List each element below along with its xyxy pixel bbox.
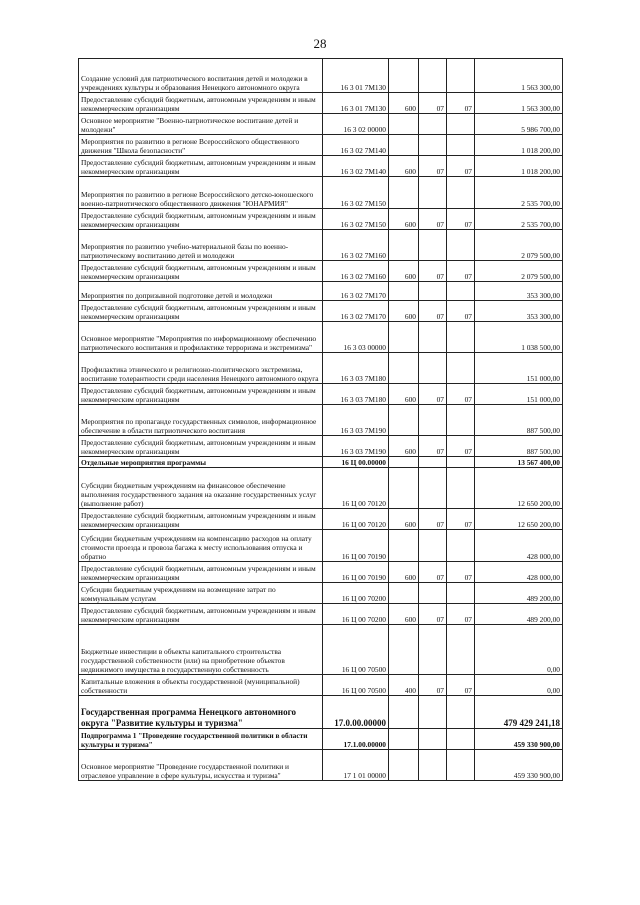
row-name-cell: Мероприятия по допризывной подготовке детей и молодежи — [79, 282, 323, 301]
row-vr-cell — [389, 114, 419, 135]
row-name-cell: Мероприятия по пропаганде государственных символов, информационное обеспечение в области патриотического воспитания — [79, 405, 323, 436]
row-name-cell: Субсидии бюджетным учреждениям на компенсацию расходов на оплату стоимости проезда и провоза багажа к месту использования отпуска и обратно — [79, 530, 323, 562]
row-amount-cell: 1 563 300,00 — [475, 93, 563, 114]
row-amount-cell: 1 038 500,00 — [475, 322, 563, 353]
row-name-cell: Подпрограмма 1 "Проведение государственной политики в области культуры и туризма" — [79, 729, 323, 750]
table-row — [79, 59, 563, 93]
row-amount-cell: 428 000,00 — [475, 530, 563, 562]
row-name-cell: Субсидии бюджетным учреждениям на возмещение затрат по коммунальным услугам — [79, 583, 323, 604]
row-name-cell: Предоставление субсидий бюджетным, автономным учреждениям и иным некоммерческим организациям — [79, 93, 323, 114]
row-pr-cell: 07 — [447, 209, 475, 230]
row-code-cell: 16 3 03 7М180 — [323, 384, 389, 405]
table-row — [79, 209, 563, 230]
row-amount-cell: 459 330 900,00 — [475, 729, 563, 750]
row-pr-cell — [447, 353, 475, 384]
row-rz-cell — [419, 457, 447, 468]
row-pr-cell: 07 — [447, 384, 475, 405]
row-code-cell: 16 Ц 00 70500 — [323, 625, 389, 675]
row-vr-cell — [389, 230, 419, 261]
row-rz-cell — [419, 729, 447, 750]
table-row — [79, 583, 563, 604]
table-row — [79, 353, 563, 384]
row-code-cell: 16 3 03 7М180 — [323, 353, 389, 384]
row-name-cell: Предоставление субсидий бюджетным, автономным учреждениям и иным некоммерческим организациям — [79, 562, 323, 583]
row-code-cell: 16 3 02 00000 — [323, 114, 389, 135]
row-name-cell: Предоставление субсидий бюджетным, автономным учреждениям и иным некоммерческим организациям — [79, 209, 323, 230]
table-row — [79, 436, 563, 457]
table-row — [79, 750, 563, 781]
row-amount-cell: 2 535 700,00 — [475, 209, 563, 230]
row-rz-cell — [419, 696, 447, 729]
row-amount-cell: 0,00 — [475, 625, 563, 675]
row-rz-cell — [419, 750, 447, 781]
row-vr-cell — [389, 177, 419, 209]
row-vr-cell — [389, 457, 419, 468]
row-pr-cell: 07 — [447, 604, 475, 625]
row-amount-cell: 489 200,00 — [475, 583, 563, 604]
row-name-cell: Мероприятия по развитию в регионе Всероссийского общественного движения "Школа безопасности" — [79, 135, 323, 156]
row-rz-cell: 07 — [419, 509, 447, 530]
row-code-cell: 16 3 02 7М140 — [323, 135, 389, 156]
row-amount-cell: 353 300,00 — [475, 282, 563, 301]
row-vr-cell — [389, 468, 419, 509]
row-name-cell: Предоставление субсидий бюджетным, автономным учреждениям и иным некоммерческим организациям — [79, 436, 323, 457]
table-row — [79, 509, 563, 530]
row-code-cell: 16 3 02 7М160 — [323, 230, 389, 261]
table-row — [79, 156, 563, 177]
row-name-cell: Предоставление субсидий бюджетным, автономным учреждениям и иным некоммерческим организациям — [79, 384, 323, 405]
row-rz-cell: 07 — [419, 436, 447, 457]
row-pr-cell: 07 — [447, 562, 475, 583]
row-vr-cell — [389, 322, 419, 353]
row-pr-cell — [447, 230, 475, 261]
row-vr-cell — [389, 530, 419, 562]
row-rz-cell: 07 — [419, 156, 447, 177]
table-row — [79, 93, 563, 114]
row-code-cell: 16 Ц 00.00000 — [323, 457, 389, 468]
table-row — [79, 322, 563, 353]
row-code-cell: 16 Ц 00 70120 — [323, 468, 389, 509]
row-name-cell: Предоставление субсидий бюджетным, автономным учреждениям и иным некоммерческим организациям — [79, 261, 323, 282]
row-code-cell: 16 3 02 7М170 — [323, 282, 389, 301]
row-code-cell: 16 3 03 7М190 — [323, 436, 389, 457]
row-vr-cell — [389, 353, 419, 384]
row-amount-cell: 887 500,00 — [475, 405, 563, 436]
row-rz-cell: 07 — [419, 93, 447, 114]
row-vr-cell: 600 — [389, 209, 419, 230]
row-rz-cell — [419, 135, 447, 156]
row-pr-cell: 07 — [447, 93, 475, 114]
row-pr-cell — [447, 59, 475, 93]
row-pr-cell: 07 — [447, 436, 475, 457]
row-pr-cell — [447, 405, 475, 436]
row-vr-cell — [389, 750, 419, 781]
row-amount-cell: 479 429 241,18 — [475, 696, 563, 729]
row-vr-cell — [389, 583, 419, 604]
row-vr-cell: 600 — [389, 562, 419, 583]
row-amount-cell: 428 000,00 — [475, 562, 563, 583]
table-row — [79, 177, 563, 209]
row-rz-cell: 07 — [419, 675, 447, 696]
row-pr-cell — [447, 583, 475, 604]
table-row — [79, 729, 563, 750]
row-code-cell: 16 Ц 00 70200 — [323, 583, 389, 604]
row-rz-cell: 07 — [419, 261, 447, 282]
table-row — [79, 230, 563, 261]
table-row — [79, 675, 563, 696]
row-pr-cell: 07 — [447, 301, 475, 322]
row-amount-cell: 12 650 200,00 — [475, 468, 563, 509]
row-amount-cell: 887 500,00 — [475, 436, 563, 457]
row-vr-cell — [389, 405, 419, 436]
row-amount-cell: 353 300,00 — [475, 301, 563, 322]
row-pr-cell — [447, 457, 475, 468]
table-row — [79, 530, 563, 562]
row-rz-cell — [419, 230, 447, 261]
row-name-cell: Мероприятия по развитию в регионе Всероссийского детско-юношеского военно-патриотического общественного движения "ЮНАРМИЯ" — [79, 177, 323, 209]
row-rz-cell — [419, 322, 447, 353]
row-vr-cell: 600 — [389, 261, 419, 282]
row-pr-cell — [447, 114, 475, 135]
row-code-cell: 16 3 01 7М130 — [323, 59, 389, 93]
row-vr-cell — [389, 135, 419, 156]
row-rz-cell — [419, 530, 447, 562]
row-amount-cell: 5 986 700,00 — [475, 114, 563, 135]
row-rz-cell — [419, 583, 447, 604]
row-rz-cell — [419, 468, 447, 509]
row-name-cell: Предоставление субсидий бюджетным, автономным учреждениям и иным некоммерческим организациям — [79, 301, 323, 322]
row-vr-cell: 600 — [389, 156, 419, 177]
row-code-cell: 17 1 01 00000 — [323, 750, 389, 781]
row-vr-cell — [389, 696, 419, 729]
row-name-cell: Основное мероприятие "Военно-патриотическое воспитание детей и молодежи" — [79, 114, 323, 135]
row-code-cell: 16 3 02 7М160 — [323, 261, 389, 282]
row-vr-cell: 600 — [389, 93, 419, 114]
row-code-cell: 16 3 02 7М170 — [323, 301, 389, 322]
row-code-cell: 16 3 01 7М130 — [323, 93, 389, 114]
row-rz-cell: 07 — [419, 384, 447, 405]
row-pr-cell — [447, 468, 475, 509]
table-row — [79, 301, 563, 322]
row-code-cell: 17.1.00.00000 — [323, 729, 389, 750]
row-name-cell: Основное мероприятие "Мероприятия по информационному обеспечению патриотического воспитания и профилактике терроризма и экстремизма" — [79, 322, 323, 353]
row-code-cell: 16 3 02 7М140 — [323, 156, 389, 177]
page-number: 28 — [313, 36, 327, 51]
row-amount-cell: 1 563 300,00 — [475, 59, 563, 93]
row-pr-cell — [447, 530, 475, 562]
budget-table-body — [79, 59, 563, 781]
table-row — [79, 384, 563, 405]
row-vr-cell — [389, 59, 419, 93]
row-rz-cell — [419, 353, 447, 384]
row-pr-cell — [447, 696, 475, 729]
row-code-cell: 16 3 03 7М190 — [323, 405, 389, 436]
table-row — [79, 261, 563, 282]
row-name-cell: Создание условий для патриотического воспитания детей и молодежи в учреждениях культуры и образования Ненецкого автономного округа — [79, 59, 323, 93]
table-row — [79, 282, 563, 301]
row-amount-cell: 13 567 400,00 — [475, 457, 563, 468]
row-pr-cell: 07 — [447, 675, 475, 696]
row-name-cell: Предоставление субсидий бюджетным, автономным учреждениям и иным некоммерческим организациям — [79, 509, 323, 530]
row-name-cell: Предоставление субсидий бюджетным, автономным учреждениям и иным некоммерческим организациям — [79, 604, 323, 625]
row-pr-cell: 07 — [447, 156, 475, 177]
row-name-cell: Государственная программа Ненецкого автономного округа "Развитие культуры и туризма" — [79, 696, 323, 729]
row-vr-cell: 600 — [389, 384, 419, 405]
row-name-cell: Предоставление субсидий бюджетным, автономным учреждениям и иным некоммерческим организациям — [79, 156, 323, 177]
row-pr-cell — [447, 322, 475, 353]
row-code-cell: 17.0.00.00000 — [323, 696, 389, 729]
row-amount-cell: 2 079 500,00 — [475, 230, 563, 261]
row-rz-cell — [419, 625, 447, 675]
row-vr-cell — [389, 729, 419, 750]
row-amount-cell: 459 330 900,00 — [475, 750, 563, 781]
table-row — [79, 135, 563, 156]
row-vr-cell — [389, 625, 419, 675]
row-code-cell: 16 Ц 00 70120 — [323, 509, 389, 530]
table-row — [79, 625, 563, 675]
row-rz-cell — [419, 59, 447, 93]
row-amount-cell: 0,00 — [475, 675, 563, 696]
row-pr-cell — [447, 282, 475, 301]
row-name-cell: Капитальные вложения в объекты государственной (муниципальной) собственности — [79, 675, 323, 696]
row-code-cell: 16 Ц 00 70190 — [323, 562, 389, 583]
row-vr-cell: 400 — [389, 675, 419, 696]
table-row — [79, 468, 563, 509]
row-rz-cell — [419, 405, 447, 436]
row-rz-cell — [419, 177, 447, 209]
row-pr-cell — [447, 750, 475, 781]
budget-table — [78, 58, 563, 781]
row-rz-cell — [419, 282, 447, 301]
row-vr-cell: 600 — [389, 604, 419, 625]
row-code-cell: 16 Ц 00 70190 — [323, 530, 389, 562]
row-amount-cell: 1 018 200,00 — [475, 135, 563, 156]
row-amount-cell: 1 018 200,00 — [475, 156, 563, 177]
row-amount-cell: 2 079 500,00 — [475, 261, 563, 282]
row-code-cell: 16 3 03 00000 — [323, 322, 389, 353]
row-name-cell: Основное мероприятие "Проведение государственной политики и отраслевое управление в сфере культуры, искусства и туризма" — [79, 750, 323, 781]
row-vr-cell: 600 — [389, 436, 419, 457]
table-row — [79, 604, 563, 625]
row-rz-cell: 07 — [419, 604, 447, 625]
row-pr-cell: 07 — [447, 261, 475, 282]
table-row — [79, 114, 563, 135]
row-pr-cell — [447, 729, 475, 750]
row-amount-cell: 2 535 700,00 — [475, 177, 563, 209]
table-row — [79, 405, 563, 436]
row-amount-cell: 151 000,00 — [475, 353, 563, 384]
table-row — [79, 562, 563, 583]
row-vr-cell: 600 — [389, 509, 419, 530]
row-amount-cell: 151 000,00 — [475, 384, 563, 405]
table-row — [79, 696, 563, 729]
row-name-cell: Отдельные мероприятия программы — [79, 457, 323, 468]
row-code-cell: 16 Ц 00 70500 — [323, 675, 389, 696]
row-amount-cell: 12 650 200,00 — [475, 509, 563, 530]
row-rz-cell: 07 — [419, 562, 447, 583]
table-row — [79, 457, 563, 468]
row-amount-cell: 489 200,00 — [475, 604, 563, 625]
row-pr-cell — [447, 135, 475, 156]
row-code-cell: 16 Ц 00 70200 — [323, 604, 389, 625]
row-pr-cell — [447, 625, 475, 675]
row-rz-cell: 07 — [419, 209, 447, 230]
row-rz-cell — [419, 114, 447, 135]
row-name-cell: Субсидии бюджетным учреждениям на финансовое обеспечение выполнения государственного задания на оказание государственных услуг (выполнение работ) — [79, 468, 323, 509]
row-name-cell: Профилактика этнического и религиозно-политического экстремизма, воспитание толерантности среди населения Ненецкого автономного округа — [79, 353, 323, 384]
row-vr-cell: 600 — [389, 301, 419, 322]
row-code-cell: 16 3 02 7М150 — [323, 177, 389, 209]
row-pr-cell: 07 — [447, 509, 475, 530]
row-rz-cell: 07 — [419, 301, 447, 322]
row-vr-cell — [389, 282, 419, 301]
row-code-cell: 16 3 02 7М150 — [323, 209, 389, 230]
row-name-cell: Мероприятия по развитию учебно-материальной базы по военно-патриотическому воспитанию детей и молодежи — [79, 230, 323, 261]
row-name-cell: Бюджетные инвестиции в объекты капитального строительства государственной собственности (или) на приобретение объектов недвижимого имущества в государственную собственность — [79, 625, 323, 675]
row-pr-cell — [447, 177, 475, 209]
